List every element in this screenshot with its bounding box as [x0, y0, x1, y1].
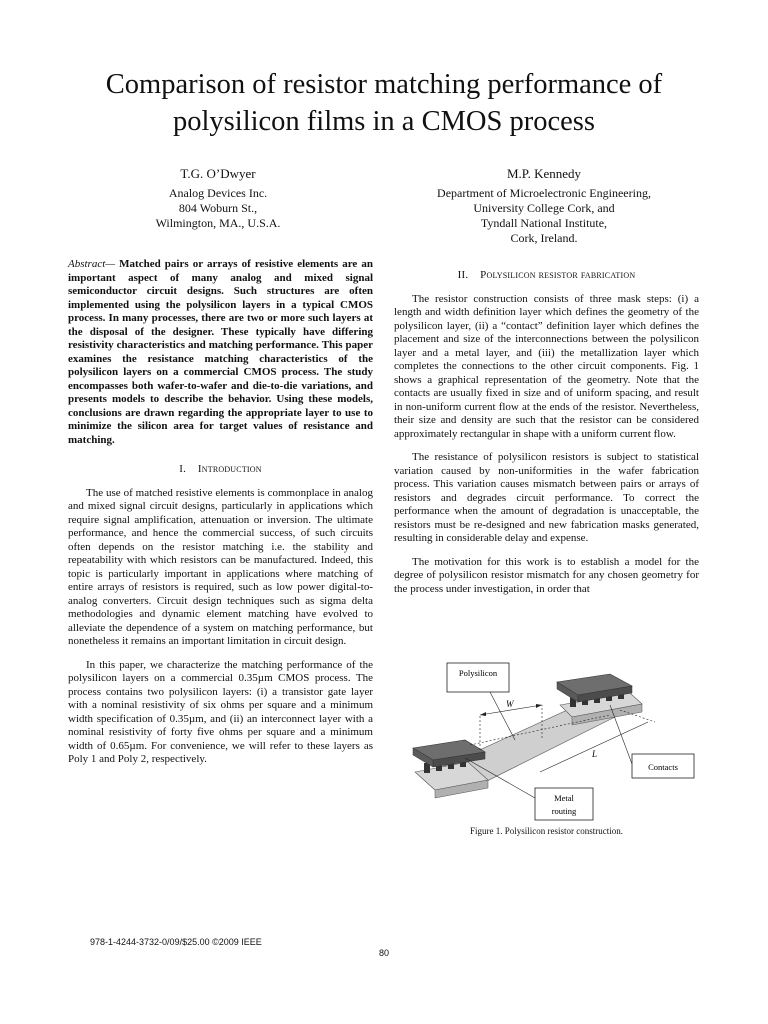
- author-block-2: [394, 166, 694, 246]
- contacts-label: Contacts: [648, 762, 678, 772]
- paper-title: [0, 66, 768, 140]
- author-block-1: [68, 166, 368, 231]
- section-title: Introduction: [197, 463, 262, 475]
- section-title: Polysilicon resistor fabrication: [480, 269, 636, 281]
- polysilicon-label: Polysilicon: [458, 668, 498, 678]
- copyright-footer: 978-1-4244-3732-0/09/$25.00 ©2009 IEEE: [90, 937, 262, 947]
- paragraph: In this paper, we characterize the matching performance of the polysilicon layers on a commercial 0.35µm CMOS process. The process contains two polysilicon layers: (i) a transistor gate layer with a nominal resistivity of six ohms per square and a minimum width specification of 0.35µm, and (ii) an interconnect layer with a nominal resistivity of forty five ohms per square and a minimum width of 0.65µm. For convenience, we will refer to these layers as Poly 1 and Poly 2, respectively.: [68, 658, 373, 765]
- section-heading-fabrication: [394, 269, 699, 283]
- paragraph: The use of matched resistive elements is commonplace in analog and mixed signal circuit designs, particularly in applications which require signal amplification, attenuation or inversion. The ultimate performance, and hence the commercial success, of such circuits often depends on the resistor matching i.e. the stability and repeatability with which resistors can be manufactured. Indeed, this topic is particularly important in applications where matching of entire arrays of resistors is required, such as low power digital-to-analog converters. Circuit design techniques such as sigma delta methodologies and dynamic element matching have evolved to alleviate the dependence of a system on matching performance, but nonetheless it remains an important limitation in circuit design.: [68, 486, 373, 647]
- right-column: [394, 265, 699, 606]
- left-column: [68, 258, 373, 777]
- arrowhead: [536, 704, 542, 708]
- section-heading-introduction: [68, 463, 373, 477]
- figure-caption: Figure 1. Polysilicon resistor construction.: [470, 826, 623, 836]
- abstract-text: Matched pairs or arrays of resistive elements are an important aspect of many analog and mixed signal semiconductor circuit designs. Such structures are often implemented using the polysilicon layers in a typical CMOS process. In many processes, there are two or more such layers at the disposal of the designer. These typically have differing resistivity characteristics and matching performance. This paper examines the resistance matching characteristics of the polysilicon layers on a commercial CMOS process. The study encompasses both wafer-to-wafer and die-to-die variations, and presents models to describe the behavior. Using these models, conclusions are drawn regarding the appropriate layer to use to minimize the silicon area for target values of resistance and matching.: [68, 258, 373, 446]
- title-line-1: Comparison of resistor matching performance of: [105, 69, 663, 100]
- title-line-2: polysilicon films in a CMOS process: [173, 106, 595, 137]
- metal-routing-label-line1: Metal: [554, 793, 574, 803]
- section-number: I.: [179, 463, 187, 475]
- l-label: L: [592, 749, 598, 759]
- author-name: T.G. O’Dwyer: [180, 166, 256, 181]
- paragraph: The motivation for this work is to establish a model for the degree of polysilicon resistor mismatch for any chosen geometry for the process under investigation, in order that: [394, 555, 699, 595]
- author-affiliation: Analog Devices Inc. 804 Woburn St., Wilmington, MA., U.S.A.: [155, 186, 281, 230]
- paragraph: The resistor construction consists of three mask steps: (i) a length and width definition layer which defines the geometry of the polysilicon layer, (ii) a “contact” definition layer which defines the placement and size of the interconnections between the polysilicon layer and a metal layer, and (iii) the metallization layer which completes the connections to the other circuit components. Fig. 1 shows a graphical representation of the geometry. Note that the contacts are usually fixed in size and of uniform spacing, and result in non-uniform current flow at the ends of the resistor. Nevertheless, their size and density are such that the resistor can be considered approximately rectangular in shape with a uniform current flow.: [394, 292, 699, 440]
- author-affiliation: Department of Microelectronic Engineering, University College Cork, and Tyndall National Institute, Cork, Ireland.: [437, 186, 651, 245]
- author-name: M.P. Kennedy: [506, 166, 582, 181]
- w-label: W: [506, 699, 514, 709]
- section-number: II.: [457, 269, 469, 281]
- paragraph: The resistance of polysilicon resistors is subject to statistical variation caused by non-uniformities in the wafer fabrication process. This variation causes mismatch between pairs or arrays of resistors and degrades circuit performance. To correct the performance when the amount of degradation is unacceptable, the resistors must be re-designed and new fabrication masks generated, resulting in considerable delay and expense.: [394, 451, 699, 544]
- page-number: 80: [378, 948, 389, 958]
- abstract: [68, 258, 373, 447]
- metal-routing-label-line2: routing: [551, 806, 577, 816]
- arrowhead: [480, 712, 486, 716]
- abstract-lead: Abstract—: [68, 258, 116, 270]
- figure-resistor-diagram: [410, 660, 700, 825]
